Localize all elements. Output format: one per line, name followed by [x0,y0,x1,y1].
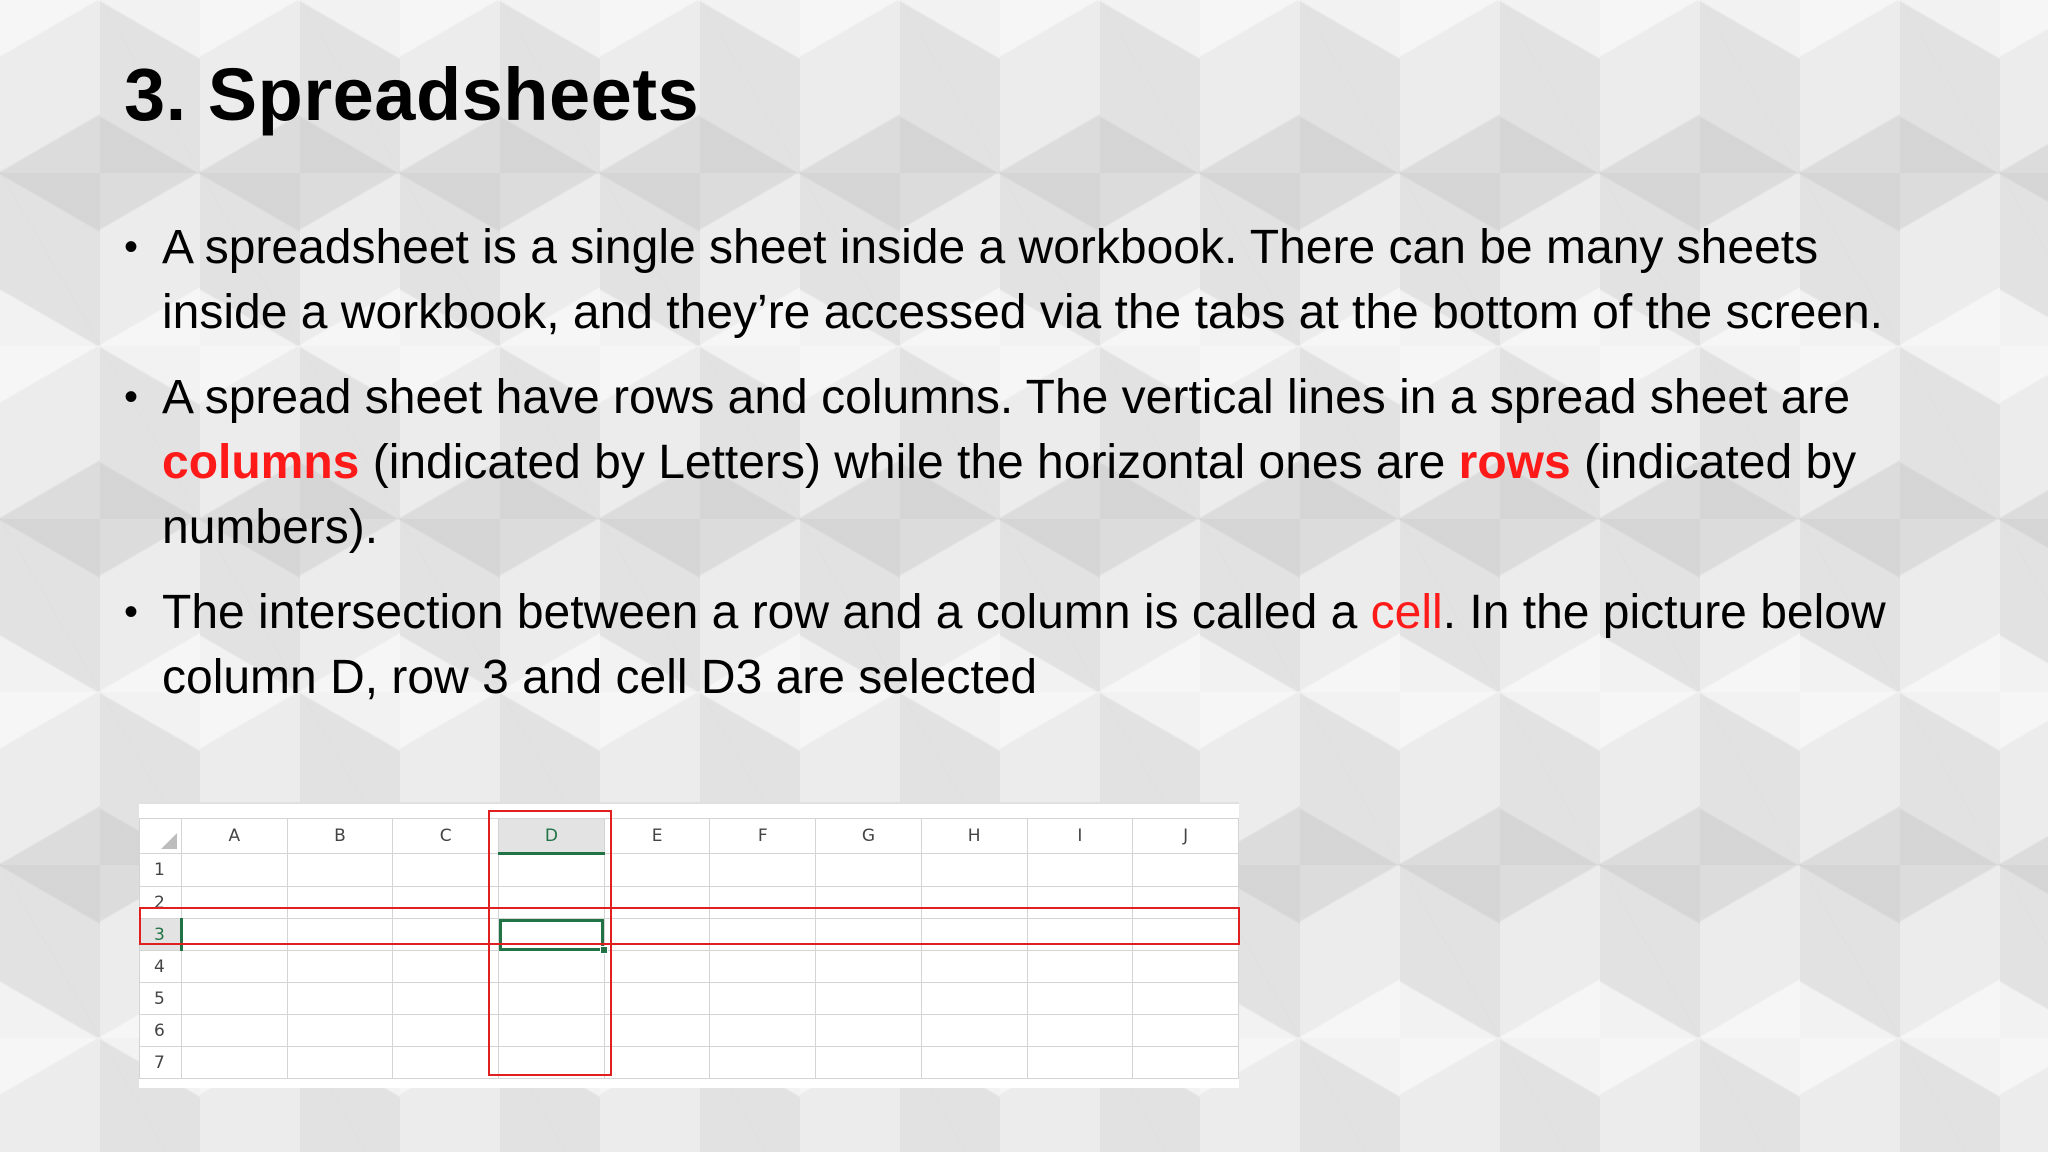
cell[interactable] [710,1047,816,1079]
bullet-text: (indicated by Letters) while the horizontal ones are [359,436,1459,489]
cell[interactable] [921,951,1027,983]
column-header-b[interactable]: B [287,819,393,854]
cell[interactable] [710,854,816,887]
cell[interactable] [604,1047,710,1079]
cell[interactable] [604,983,710,1015]
column-header-a[interactable]: A [181,819,287,854]
bullet-text: A spreadsheet is a single sheet inside a workbook. There can be many sheets inside a workbook, and they’re accessed via the tabs at the bottom of the screen. [162,221,1883,339]
row-header-4[interactable]: 4 [140,951,182,983]
cell[interactable] [710,983,816,1015]
highlight-rows: rows [1458,436,1571,489]
cell[interactable] [921,1047,1027,1079]
bullet-list [124,215,1904,730]
row-highlight-box [139,907,1240,945]
cell[interactable] [1133,1047,1239,1079]
column-header-e[interactable]: E [604,819,710,854]
slide-title: 3. Spreadsheets [124,53,700,136]
cell[interactable] [1027,854,1133,887]
bullet-item [124,580,1904,710]
cell[interactable] [1027,983,1133,1015]
cell[interactable] [1027,951,1133,983]
bullet-text: The intersection between a row and a column is called a [162,586,1371,639]
highlight-cell: cell [1370,586,1443,639]
grid-row [140,951,1239,983]
row-header-5[interactable]: 5 [140,983,182,1015]
cell[interactable] [181,1015,287,1047]
cell[interactable] [181,983,287,1015]
cell[interactable] [393,854,499,887]
cell[interactable] [710,1015,816,1047]
cell[interactable] [393,1047,499,1079]
select-all-corner [140,819,182,854]
grid-body [140,854,1239,1079]
cell[interactable] [287,951,393,983]
cell[interactable] [1133,854,1239,887]
row-header-3[interactable]: 3 [140,919,182,951]
cell[interactable] [816,983,922,1015]
cell[interactable] [1027,1015,1133,1047]
cell[interactable] [816,951,922,983]
grid-row [140,983,1239,1015]
cell[interactable] [604,951,710,983]
cell[interactable] [181,854,287,887]
cell[interactable] [604,1015,710,1047]
bullet-dot-icon: • [124,590,139,634]
column-header-c[interactable]: C [393,819,499,854]
cell[interactable] [816,854,922,887]
cell[interactable] [287,1015,393,1047]
spreadsheet-picture [139,802,1239,1088]
cell[interactable] [1133,1015,1239,1047]
cell[interactable] [1027,1047,1133,1079]
bullet-dot-icon: • [124,375,139,419]
cell[interactable] [816,1047,922,1079]
grid-row [140,854,1239,887]
cell[interactable] [287,854,393,887]
bullet-dot-icon: • [124,225,139,269]
cell[interactable] [604,854,710,887]
column-header-h[interactable]: H [921,819,1027,854]
cell[interactable] [816,1015,922,1047]
grid-row [140,1047,1239,1079]
highlight-columns: columns [162,436,360,489]
cell[interactable] [921,1015,1027,1047]
bullet-text: (indicated by numbers). [162,436,1857,554]
column-header-g[interactable]: G [816,819,922,854]
cell[interactable] [393,1015,499,1047]
column-header-i[interactable]: I [1027,819,1133,854]
grid-row [140,1015,1239,1047]
cell[interactable] [921,854,1027,887]
cell[interactable] [1133,983,1239,1015]
column-header-j[interactable]: J [1133,819,1239,854]
cell[interactable] [181,1047,287,1079]
cell[interactable] [181,951,287,983]
cell[interactable] [393,951,499,983]
cell[interactable] [1133,951,1239,983]
row-header-6[interactable]: 6 [140,1015,182,1047]
row-header-7[interactable]: 7 [140,1047,182,1079]
column-header-row [140,819,1239,854]
column-header-d[interactable]: D [499,819,605,854]
row-header-1[interactable]: 1 [140,854,182,887]
bullet-item [124,365,1904,560]
bullet-text: A spread sheet have rows and columns. The vertical lines in a spread sheet are [162,371,1851,424]
row-header-2[interactable]: 2 [140,887,182,919]
bullet-item [124,215,1904,345]
cell[interactable] [393,983,499,1015]
column-header-f[interactable]: F [710,819,816,854]
cell[interactable] [287,1047,393,1079]
cell[interactable] [287,983,393,1015]
spreadsheet-grid [139,818,1239,1079]
cell[interactable] [921,983,1027,1015]
select-all-icon [161,833,177,849]
cell[interactable] [710,951,816,983]
bullet-text: . In the picture below column D, row 3 and cell D3 are selected [162,586,1886,704]
